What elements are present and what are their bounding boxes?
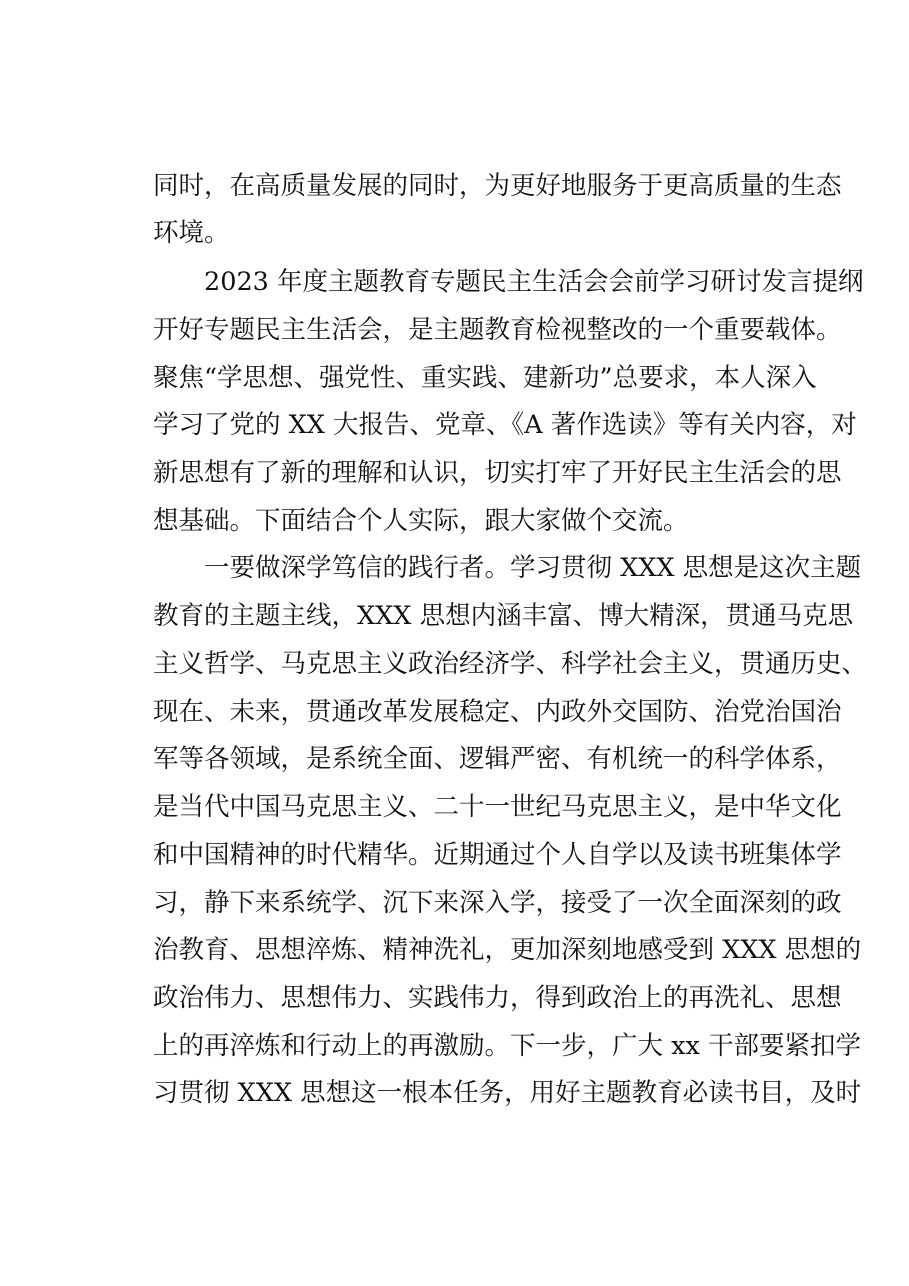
text-line: 政治伟力、思想伟力、实践伟力，得到政治上的再洗礼、思想: [153, 983, 842, 1013]
text-line: 习贯彻 XXX 思想这一根本任务，用好主题教育必读书目，及时: [153, 1078, 862, 1108]
text-line: 主义哲学、马克思主义政治经济学、科学社会主义，贯通历史、: [153, 649, 868, 679]
text-line: 环境。: [153, 218, 230, 248]
text-line: 军等各领域，是系统全面、逻辑严密、有机统一的科学体系，: [153, 744, 842, 774]
text-line: 教育的主题主线，XXX 思想内涵丰富、博大精深，贯通马克思: [153, 601, 854, 631]
text-line: 2023 年度主题教育专题民主生活会会前学习研讨发言提纲: [204, 267, 864, 297]
text-line: 想基础。下面结合个人实际，跟大家做个交流。: [153, 506, 689, 536]
text-line: 同时，在高质量发展的同时，为更好地服务于更高质量的生态: [153, 171, 842, 201]
text-line: 治教育、思想淬炼、精神洗礼，更加深刻地感受到 XXX 思想的: [153, 935, 862, 965]
text-line: 和中国精神的时代精华。近期通过个人自学以及读书班集体学: [153, 840, 842, 870]
text-line: 是当代中国马克思主义、二十一世纪马克思主义，是中华文化: [153, 792, 842, 822]
text-line: 新思想有了新的理解和认识，切实打牢了开好民主生活会的思: [153, 458, 842, 488]
text-line: 现在、未来，贯通改革发展稳定、内政外交国防、治党治国治: [153, 697, 842, 727]
text-line: 学习了党的 XX 大报告、党章、《A 著作选读》等有关内容，对: [153, 410, 857, 440]
text-line: 一要做深学笃信的践行者。学习贯彻 XXX 思想是这次主题: [204, 553, 862, 583]
text-line: 开好专题民主生活会，是主题教育检视整改的一个重要载体。: [153, 315, 842, 345]
text-line: 聚焦“学思想、强党性、重实践、建新功”总要求，本人深入: [153, 363, 817, 393]
text-line: 上的再淬炼和行动上的再激励。下一步，广大 xx 干部要紧扣学: [153, 1031, 861, 1061]
text-line: 习，静下来系统学、沉下来深入学，接受了一次全面深刻的政: [153, 888, 842, 918]
